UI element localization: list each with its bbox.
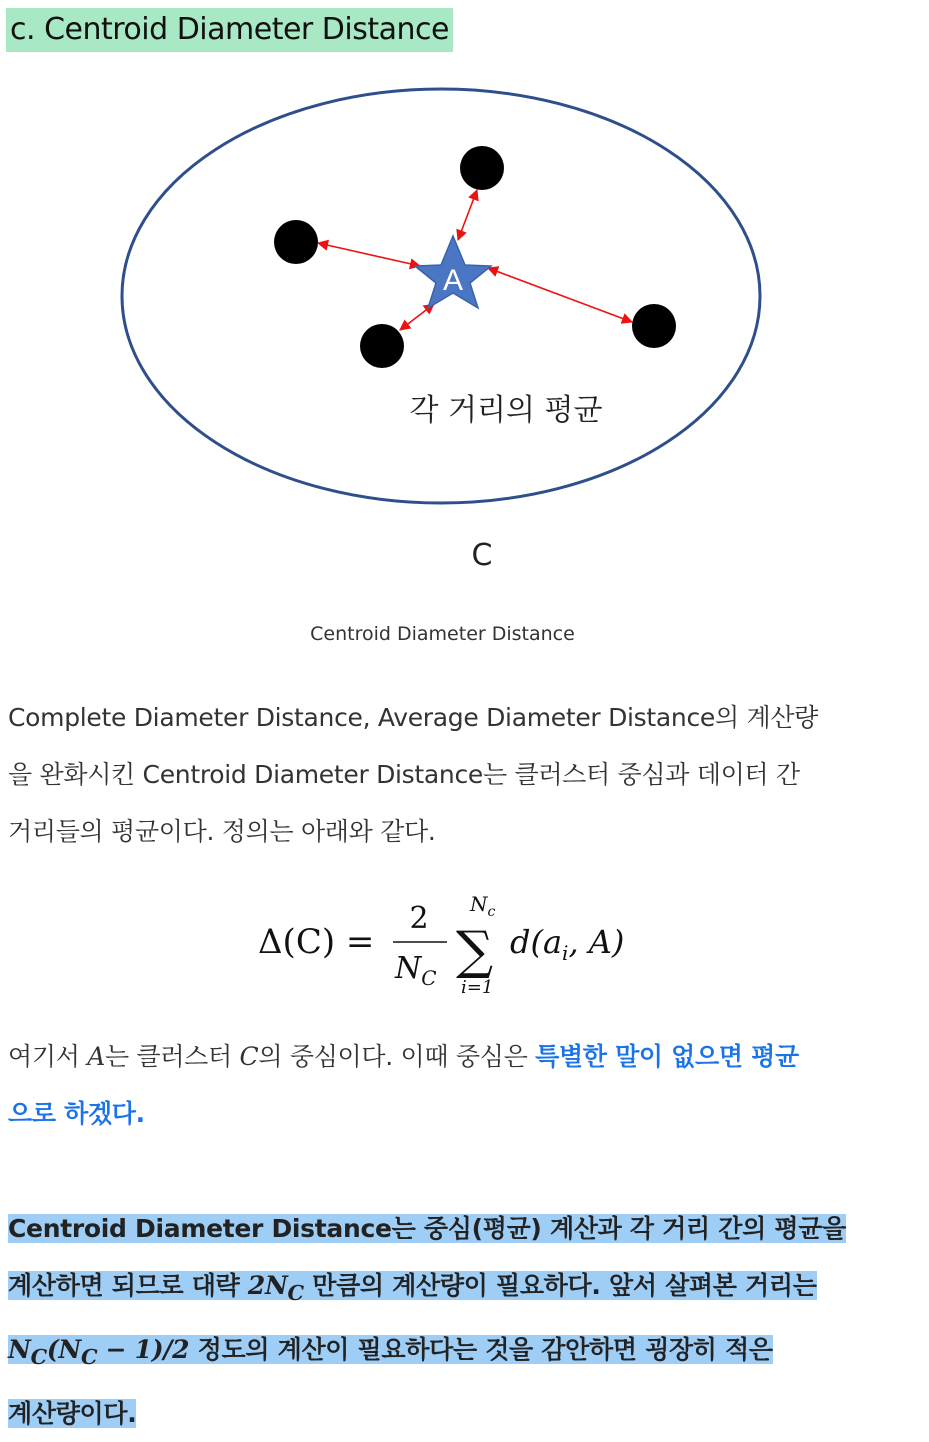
text-line bbox=[8, 1085, 888, 1142]
cluster-label: C bbox=[471, 538, 493, 573]
highlight-run: Centroid Diameter Distance는 중심(평균) 계산과 각 거리 간의 평균을 bbox=[8, 1214, 846, 1243]
formula-denominator: $N_C$ bbox=[395, 951, 437, 990]
highlight-run bbox=[8, 1271, 817, 1305]
text-line bbox=[8, 1257, 888, 1321]
text-run: 만큼의 계산량이 필요하다. 앞서 살펴본 거리는 bbox=[303, 1271, 817, 1300]
text-line bbox=[8, 1200, 888, 1257]
average-distance-label: 각 거리의 평균 bbox=[409, 393, 603, 428]
distance-arrow bbox=[458, 190, 477, 240]
text-run: 정도의 계산이 필요하다는 것을 감안하면 굉장히 적은 bbox=[189, 1335, 773, 1364]
formula-lhs: Δ(C) = bbox=[258, 922, 375, 962]
distance-arrow bbox=[488, 268, 632, 322]
distance-arrow bbox=[318, 243, 420, 266]
text-run: 의 중심이다. 이때 중심은 bbox=[258, 1042, 536, 1071]
formula-numerator: 2 bbox=[409, 901, 429, 936]
sum-lower-limit: i=1 bbox=[461, 977, 494, 998]
text-run: 계산하면 되므로 대략 bbox=[8, 1271, 248, 1300]
math-expression: $N_C(N_C - 1)/2$ bbox=[8, 1335, 190, 1369]
text-run: 여기서 bbox=[8, 1042, 88, 1071]
formula-term: $d(a_i$, A) bbox=[510, 923, 625, 965]
math-expression: $2N_C$ bbox=[247, 1271, 304, 1305]
highlight-run: 계산량이다. bbox=[8, 1399, 137, 1428]
emphasis-link[interactable]: 으로 하겠다. bbox=[8, 1099, 145, 1128]
highlighted-paragraph bbox=[8, 1200, 888, 1442]
figure-caption: Centroid Diameter Distance bbox=[310, 623, 575, 645]
centroid-formula bbox=[258, 885, 678, 1005]
text-line bbox=[8, 1028, 888, 1085]
math-variable: A bbox=[87, 1042, 105, 1071]
data-point bbox=[274, 220, 318, 264]
data-point bbox=[632, 304, 676, 348]
centroid-label: A bbox=[442, 264, 464, 297]
section-heading: c. Centroid Diameter Distance bbox=[6, 8, 453, 52]
intro-paragraph bbox=[8, 689, 888, 860]
sum-symbol: ∑ bbox=[456, 921, 494, 981]
text-line: 거리들의 평균이다. 정의는 아래와 같다. bbox=[8, 817, 436, 846]
centroid-diagram bbox=[0, 70, 929, 610]
center-note-paragraph bbox=[8, 1028, 888, 1142]
text-line bbox=[8, 1385, 888, 1442]
data-point bbox=[460, 146, 504, 190]
text-line: 을 완화시킨 Centroid Diameter Distance는 클러스터 중심과 데이터 간 bbox=[8, 760, 800, 789]
emphasis-link[interactable]: 특별한 말이 없으면 평균 bbox=[535, 1042, 799, 1071]
text-line: Complete Diameter Distance, Average Diameter Distance의 계산량 bbox=[8, 703, 819, 732]
math-variable: C bbox=[239, 1042, 259, 1071]
text-line bbox=[8, 1321, 888, 1385]
text-run: 는 클러스터 bbox=[104, 1042, 240, 1071]
sum-upper-limit: $N_c$ bbox=[470, 892, 496, 920]
highlight-run bbox=[8, 1335, 773, 1369]
data-point bbox=[360, 324, 404, 368]
